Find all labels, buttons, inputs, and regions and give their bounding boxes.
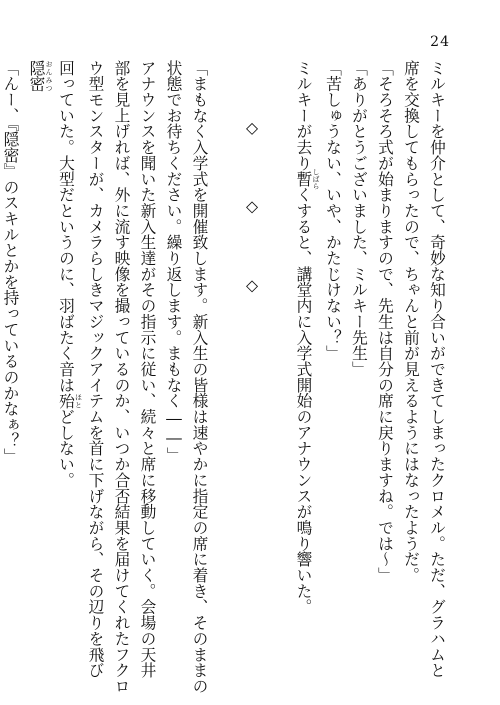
- text-column-13: [24, 60, 54, 680]
- text-column-12: [53, 60, 83, 680]
- text-column-8: 状態でお待ちください。繰り返します。まもなく――」: [164, 60, 184, 463]
- ruby-hoto: [57, 392, 83, 409]
- text-column-6-part-a: ミルキーが去り: [294, 60, 314, 171]
- text-column-9: アナウンスを聞いた新入生達がその指示に従い、続々と席に移動していく。会場の天井: [138, 60, 158, 679]
- ruby-onmitsu-reading: おんみつ: [45, 60, 53, 92]
- text-column-6: [291, 60, 321, 680]
- ruby-hoto-base: 殆: [57, 392, 76, 409]
- text-column-1: ミルキーを仲介として、奇妙な知り合いができてしまったクロメル。ただ、グラハムと: [428, 60, 447, 679]
- text-column-12-part-b: どしない。: [57, 408, 76, 488]
- blank-column-1: [265, 60, 291, 680]
- text-column-4: 「ありがとうございました、ミルキー先生」: [350, 60, 369, 377]
- ruby-onmitsu: [27, 60, 53, 92]
- scene-break: ◇ ◇ ◇: [242, 118, 262, 317]
- ruby-shibara-base: 暫: [294, 168, 314, 190]
- ruby-shibara-reading: しばら: [312, 168, 320, 190]
- text-column-2: 席を交換してもらったので、ちゃんと前が見えるようにはなったようだ。: [402, 60, 421, 584]
- text-column-7: 「まもなく入学式を開催致します。新入生の皆様は速やかに指定の席に着き、そのままの: [190, 60, 210, 694]
- text-column-12-part-a: 回っていた。大型だというのに、羽ばたく音は: [57, 60, 76, 393]
- ruby-onmitsu-base: 隠密: [27, 60, 47, 92]
- text-column-14: 「んー、『隠密』のスキルとかを持っているのかなぁ？」: [1, 60, 21, 465]
- text-column-5: 「苦しゅうない、いや、かたじけない？」: [324, 60, 343, 362]
- text-column-6-part-b: くすると、講堂内に入学式開始のアナウンスが鳴り響いた。: [294, 186, 314, 615]
- ruby-hoto-reading: ほと: [74, 392, 83, 409]
- blank-column-2: [213, 60, 239, 680]
- text-column-11: ウ型モンスターが、カメラらしきマジックアイテムを首に下げながら、その辺りを飛び: [86, 60, 106, 679]
- text-column-10: 部を見上げれば、外に流す映像を撮っているのか、いつか合否結果を届けてくれたフクロ: [112, 60, 132, 694]
- text-column-3: 「そろそろ式が始まりますので、先生は自分の席に戻りますね。では～」: [376, 60, 395, 584]
- vertical-body-text: [1, 60, 450, 694]
- page-number: 24: [430, 34, 450, 50]
- ruby-shibara: [294, 168, 320, 190]
